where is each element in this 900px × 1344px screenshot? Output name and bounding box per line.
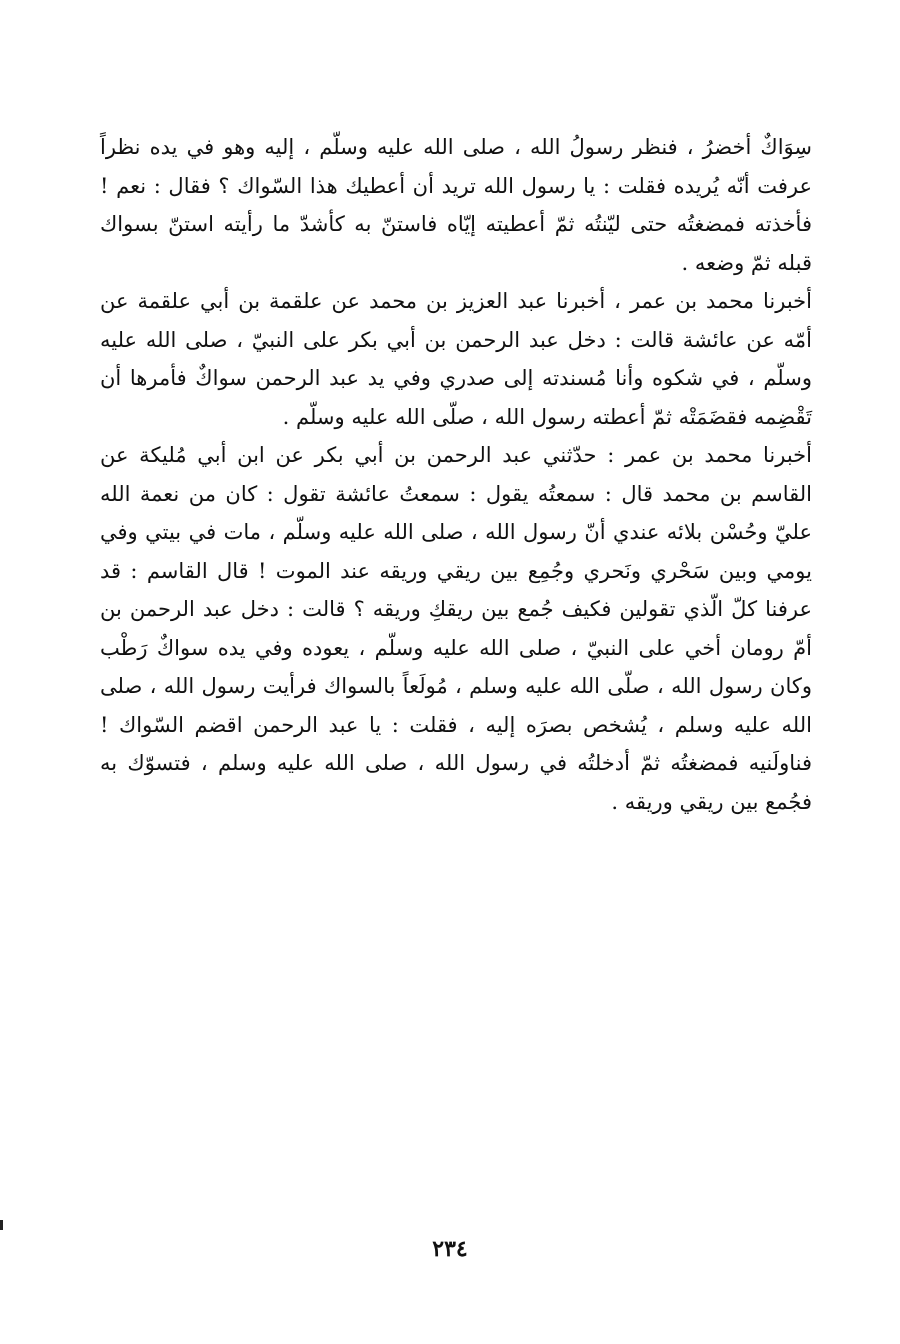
page-number: ٢٣٤ [432, 1236, 468, 1262]
paragraph-1: سِوَاكٌ أخضرُ ، فنظر رسولُ الله ، صلى الله عليه وسلّم ، إليه وهو في يده نظراً عرفت أنّه يُريده فقلت : يا رسول الله تريد أن أعطيك هذا السّواك ؟ فقال : نعم ! فأخذته فمضغتُه حتى ليّنتُه ثمّ أعطيته إيّاه فاستنّ به كأشدّ ما رأيته استنّ بسواك قبله ثمّ وضعه . [100, 135, 812, 275]
paragraph-2: أخبرنا محمد بن عمر ، أخبرنا عبد العزيز بن محمد عن علقمة بن أبي علقمة عن أمّه عن عائشة قالت : دخل عبد الرحمن بن أبي بكر على النبيّ ، صلى الله عليه وسلّم ، في شكوه وأنا مُسندته إلى صدري وفي يد عبد الرحمن سواكٌ فأمرها أن تَقْضِمه فقضَمَتْه ثمّ أعطته رسول الله ، صلّى الله عليه وسلّم . [100, 289, 812, 429]
scan-edge-mark [0, 1220, 3, 1230]
body-text [100, 128, 812, 821]
paragraph-3: أخبرنا محمد بن عمر : حدّثني عبد الرحمن بن أبي بكر عن ابن أبي مُليكة عن القاسم بن محمد قال : سمعتُه يقول : سمعتُ عائشة تقول : كان من نعمة الله عليّ وحُسْن بلائه عندي أنّ رسول الله ، صلى الله عليه وسلّم ، مات في بيتي وفي يومي وبين سَحْري ونَحري وجُمِع بين ريقي وريقه عند الموت ! قال القاسم : قد عرفنا كلّ الّذي تقولين فكيف جُمع بين ريقكِ وريقه ؟ قالت : دخل عبد الرحمن بن أمّ رومان أخي على النبيّ ، صلى الله عليه وسلّم ، يعوده وفي يده سواكٌ رَطْب وكان رسول الله ، صلّى الله عليه وسلم ، مُولَعاً بالسواك فرأيت رسول الله ، صلى الله عليه وسلم ، يُشخص بصرَه إليه ، فقلت : يا عبد الرحمن اقضم السّواك ! فناولَنيه فمضغتُه ثمّ أدخلتُه في رسول الله ، صلى الله عليه وسلم ، فتسوّك به فجُمع بين ريقي وريقه . [100, 443, 812, 814]
